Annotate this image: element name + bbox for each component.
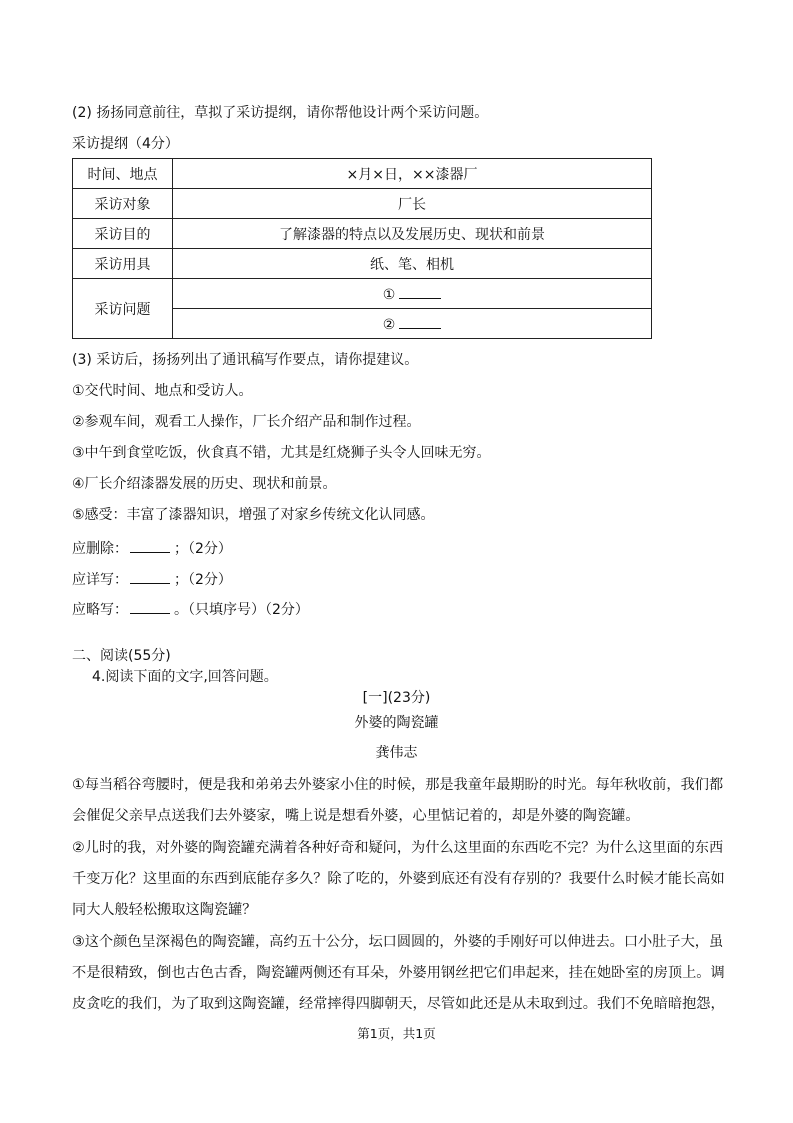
paragraph-line: 会催促父亲早点送我们去外婆家，嘴上说是想看外婆，心里惦记着的，却是外婆的陶瓷罐。 xyxy=(72,808,640,824)
paragraph-line: ③这个颜色呈深褐色的陶瓷罐，高约五十公分，坛口圆圆的，外婆的手刚好可以伸进去。口小肚子大，虽 xyxy=(72,934,724,950)
question-3-prompt: (3) 采访后，扬扬列出了通讯稿写作要点，请你提建议。 xyxy=(72,352,419,368)
answer-blank[interactable] xyxy=(130,599,170,614)
paragraph-line: 千变万化？这里面的东西到底能存多久？除了吃的，外婆到底还有没有存别的？我要什么时候才能长高如 xyxy=(72,871,725,887)
row-label: 采访目的 xyxy=(73,219,173,249)
list-item: ①交代时间、地点和受访人。 xyxy=(72,383,253,399)
table-row xyxy=(73,189,652,219)
question-2-blank[interactable] xyxy=(399,314,441,329)
paragraph-line: ②儿时的我，对外婆的陶瓷罐充满着各种好奇和疑问，为什么这里面的东西吃不完？为什么这里面的东西 xyxy=(72,840,724,856)
questions-label: 采访问题 xyxy=(73,279,173,339)
list-item: ④厂长介绍漆器发展的历史、现状和前景。 xyxy=(72,476,337,492)
interview-outline-table xyxy=(72,158,652,339)
answer-blank[interactable] xyxy=(130,538,170,553)
answer-delete-line xyxy=(72,538,232,559)
row-label: 时间、地点 xyxy=(73,159,173,189)
paragraph-line: 同大人般轻松搬取这陶瓷罐？ xyxy=(72,902,257,918)
list-item: ③中午到食堂吃饭，伙食真不错，尤其是红烧狮子头令人回味无穷。 xyxy=(72,445,491,461)
row-value: ×月×日，××漆器厂 xyxy=(173,159,652,189)
question-4-prompt: 4.阅读下面的文字,回答问题。 xyxy=(92,669,278,685)
answer-blank[interactable] xyxy=(130,569,170,584)
table-row xyxy=(73,219,652,249)
row-label: 采访用具 xyxy=(73,249,173,279)
article-author: 龚伟志 xyxy=(375,745,418,761)
row-value: 厂长 xyxy=(173,189,652,219)
list-item: ⑤感受：丰富了漆器知识，增强了对家乡传统文化认同感。 xyxy=(72,507,435,523)
page-footer: 第1页，共1页 xyxy=(357,1026,436,1041)
answer-label: 应删除： xyxy=(72,541,128,557)
answer-brief-line xyxy=(72,599,309,620)
answer-suffix: ；（2分） xyxy=(174,572,232,588)
paragraph-line: 不是很精致，倒也古色古香，陶瓷罐两侧还有耳朵，外婆用钢丝把它们串起来，挂在她卧室的房顶上。调 xyxy=(72,965,725,981)
part-label: [一](23分) xyxy=(362,690,431,706)
answer-suffix: 。（只填序号）（2分） xyxy=(174,602,309,618)
outline-title: 采访提纲（4分） xyxy=(72,136,179,152)
paragraph-line: 皮贪吃的我们，为了取到这陶瓷罐，经常摔得四脚朝天，尽管如此还是从未取到过。我们不免暗暗抱怨， xyxy=(72,996,725,1012)
table-row xyxy=(73,249,652,279)
answer-label: 应详写： xyxy=(72,572,128,588)
question-2-marker: ② xyxy=(382,317,396,333)
table-row xyxy=(73,279,652,309)
question-1-cell xyxy=(173,279,652,309)
question-2-cell xyxy=(173,309,652,339)
section-title: 二、阅读(55分) xyxy=(72,648,171,664)
table-row xyxy=(73,159,652,189)
row-value: 纸、笔、相机 xyxy=(173,249,652,279)
list-item: ②参观车间，观看工人操作，厂长介绍产品和制作过程。 xyxy=(72,414,421,430)
question-1-blank[interactable] xyxy=(399,284,441,299)
answer-label: 应略写： xyxy=(72,602,128,618)
paragraph-line: ①每当稻谷弯腰时，便是我和弟弟去外婆家小住的时候，那是我童年最期盼的时光。每年秋收前，我们都 xyxy=(72,777,724,793)
row-label: 采访对象 xyxy=(73,189,173,219)
row-value: 了解漆器的特点以及发展历史、现状和前景 xyxy=(173,219,652,249)
answer-detail-line xyxy=(72,569,232,590)
question-1-marker: ① xyxy=(382,287,396,303)
question-2-prompt: (2) 扬扬同意前往，草拟了采访提纲，请你帮他设计两个采访问题。 xyxy=(72,105,489,121)
article-title: 外婆的陶瓷罐 xyxy=(354,715,439,731)
answer-suffix: ；（2分） xyxy=(174,541,232,557)
